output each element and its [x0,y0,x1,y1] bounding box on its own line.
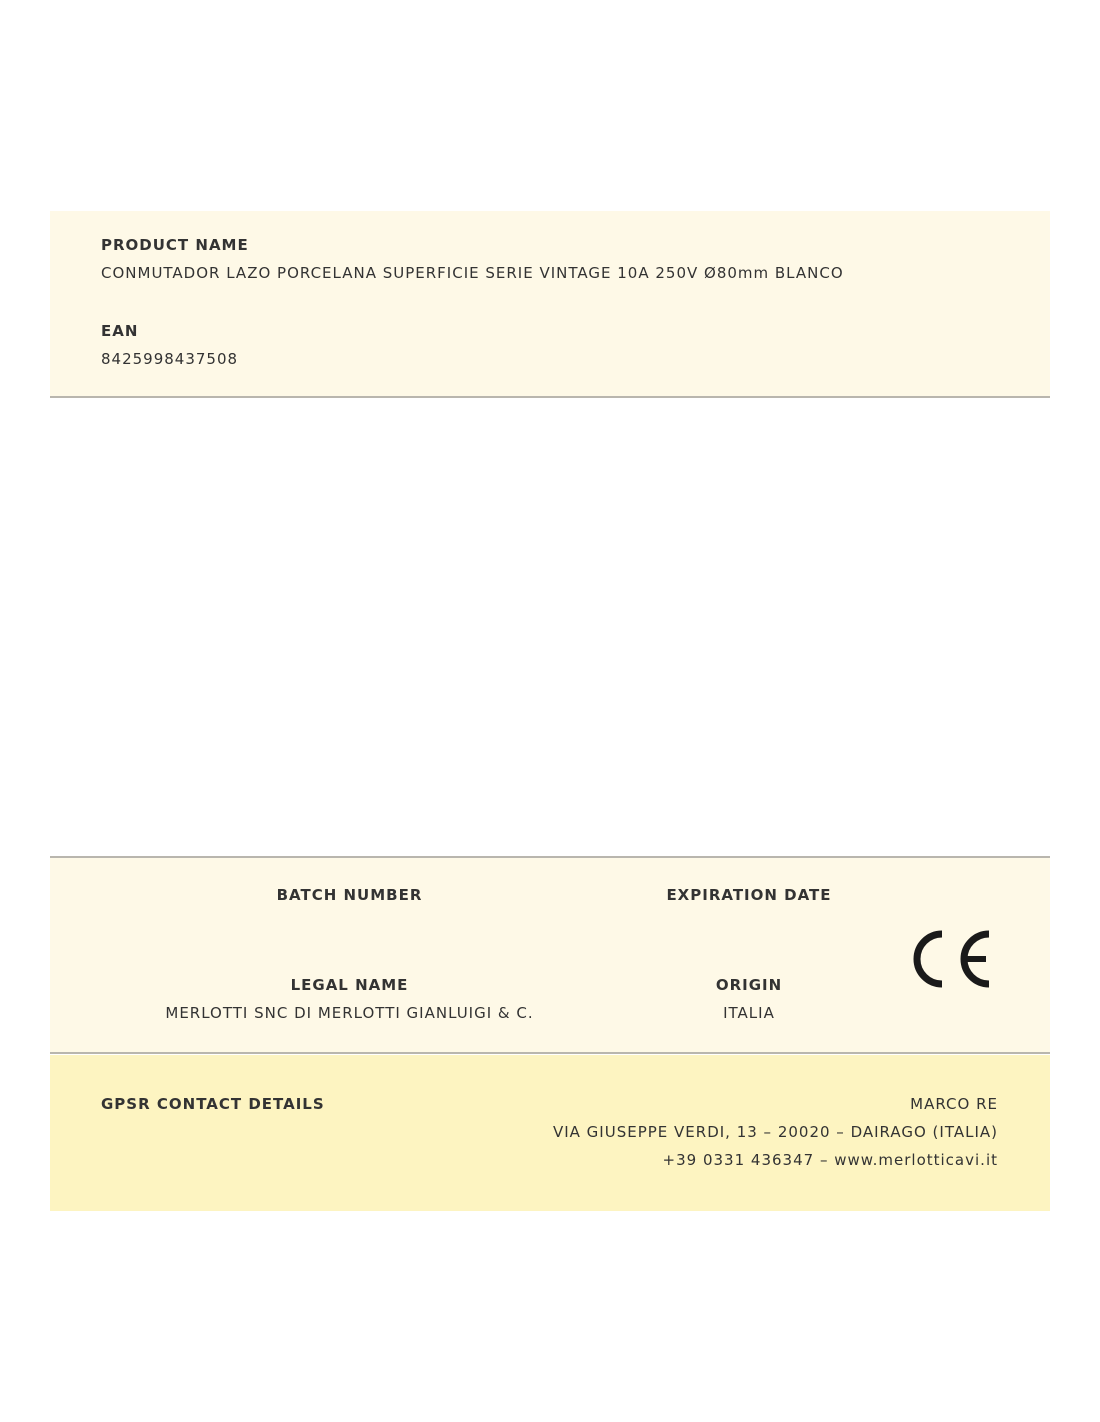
contact-name: MARCO RE [910,1095,998,1113]
origin-cell [549,976,949,1022]
expiration-date-label: EXPIRATION DATE [666,886,832,904]
ean-value: 8425998437508 [101,350,239,368]
compliance-details-panel [50,856,1050,1054]
product-name-value: CONMUTADOR LAZO PORCELANA SUPERFICIE SERIE VINTAGE 10A 250V Ø80mm BLANCO [101,264,844,282]
ean-label: EAN [101,322,139,340]
expiration-date-cell [549,886,949,904]
ce-mark-icon [908,928,994,990]
legal-name-label: LEGAL NAME [290,976,409,994]
legal-name-value: MERLOTTI SNC DI MERLOTTI GIANLUIGI & C. [165,1004,534,1022]
product-info-panel [50,211,1050,398]
product-name-label: PRODUCT NAME [101,236,249,254]
gpsr-contact-panel [50,1055,1050,1211]
contact-phone-web: +39 0331 436347 – www.merlotticavi.it [662,1151,998,1169]
gpsr-contact-block [553,1095,998,1179]
origin-value: ITALIA [723,1004,775,1022]
gpsr-contact-label: GPSR CONTACT DETAILS [101,1095,325,1113]
batch-number-label: BATCH NUMBER [276,886,423,904]
contact-address: VIA GIUSEPPE VERDI, 13 – 20020 – DAIRAGO (ITALIA) [552,1123,998,1141]
origin-label: ORIGIN [715,976,783,994]
